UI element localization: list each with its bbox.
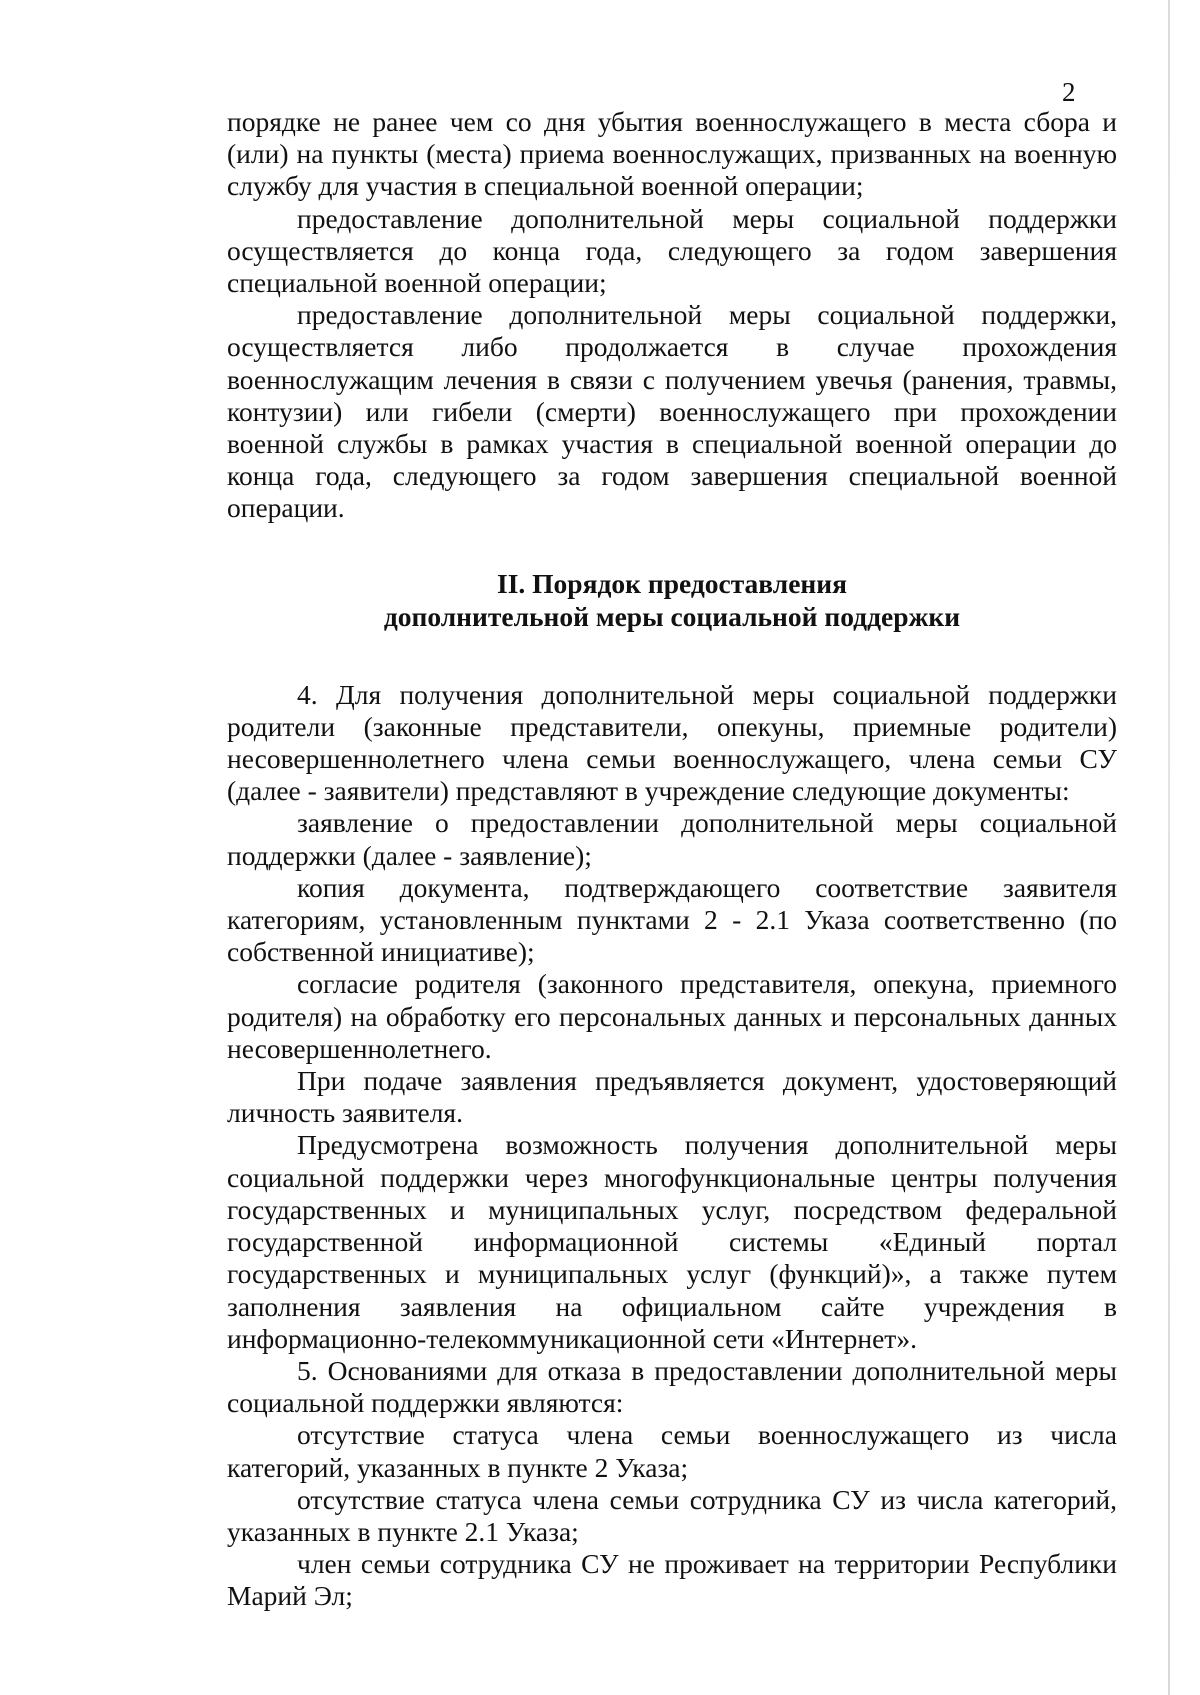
- paragraph: заявление о предоставлении дополнительной меры социальной поддержки (далее - заявление);: [227, 807, 1117, 871]
- section-title-line: II. Порядок предоставления: [497, 567, 847, 599]
- paragraph: отсутствие статуса члена семьи военнослужащего из числа категорий, указанных в пункте 2 Указа;: [227, 1419, 1117, 1483]
- paragraph: копия документа, подтверждающего соответствие заявителя категориям, установленным пунктами 2 - 2.1 Указа соответственно (по собственной инициативе);: [227, 871, 1117, 968]
- paragraph: отсутствие статуса члена семьи сотрудника СУ из числа категорий, указанных в пункте 2.1 Указа;: [227, 1483, 1117, 1547]
- section-heading: [227, 567, 1117, 633]
- paragraph: член семьи сотрудника СУ не проживает на территории Республики Марий Эл;: [227, 1548, 1117, 1612]
- paragraph: Предусмотрена возможность получения дополнительной меры социальной поддержки через многофункциональные центры получения государственных и муниципальных услуг, посредством федеральной государственной информационной системы «Единый портал государственных и муниципальных услуг (функций)», а также путем заполнения заявления на официальном сайте учреждения в информационно-телекоммуникационной сети «Интернет».: [227, 1129, 1117, 1354]
- paragraph: 5. Основаниями для отказа в предоставлении дополнительной меры социальной поддержки являются:: [227, 1354, 1117, 1419]
- paragraph: предоставление дополнительной меры социальной поддержки осуществляется до конца года, следующего за годом завершения специальной военной операции;: [227, 202, 1117, 299]
- paragraph: При подаче заявления предъявляется документ, удостоверяющий личность заявителя.: [227, 1065, 1117, 1129]
- section-title-line: дополнительной меры социальной поддержки: [383, 600, 961, 632]
- document-body: [227, 106, 1117, 1613]
- paragraph: предоставление дополнительной меры социальной поддержки, осуществляется либо продолжается в случае прохождения военнослужащим лечения в связи с получением увечья (ранения, травмы, контузии) или гибели (смерти) военнослужащего при прохождении военной службы в рамках участия в специальной военной операции до конца года, следующего за годом завершения специальной военной операции.: [227, 299, 1117, 524]
- paragraph-continuation: порядке не ранее чем со дня убытия военнослужащего в места сбора и (или) на пункты (места) приема военнослужащих, призванных на военную службу для участия в специальной военной операции;: [227, 106, 1117, 202]
- scan-edge-line: [1168, 0, 1170, 1695]
- paragraph: 4. Для получения дополнительной меры социальной поддержки родители (законные представители, опекуны, приемные родители) несовершеннолетнего члена семьи военнослужащего, члена семьи СУ (далее - заявители) представляют в учреждение следующие документы:: [227, 678, 1117, 807]
- page-number: 2: [1062, 77, 1076, 107]
- paragraph: согласие родителя (законного представителя, опекуна, приемного родителя) на обработку его персональных данных и персональных данных несовершеннолетнего.: [227, 968, 1117, 1064]
